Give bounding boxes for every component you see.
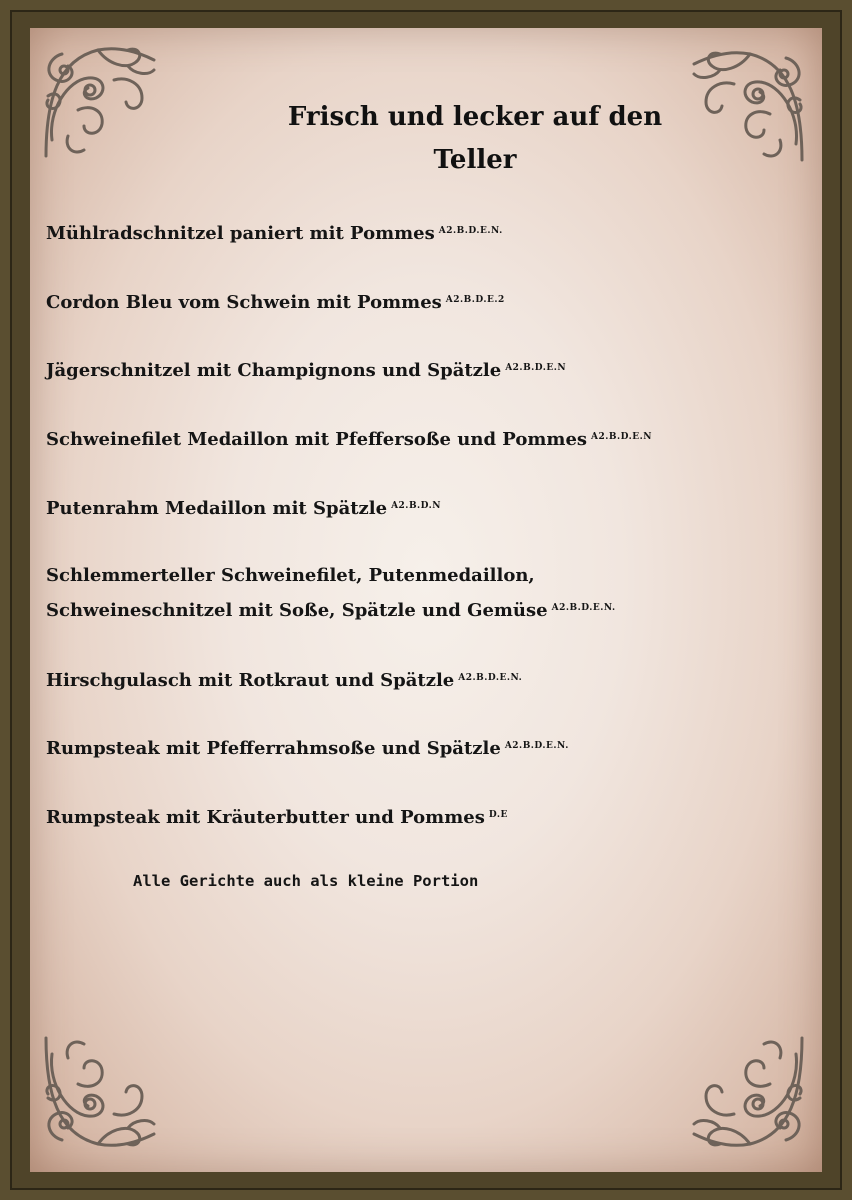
- menu-item-name: Schlemmerteller Schweinefilet, Putenmedaillon,: [46, 565, 535, 586]
- corner-ornament-icon: [38, 1030, 162, 1154]
- allergen-codes: A2.B.D.E.2: [445, 295, 505, 305]
- menu-item: [46, 663, 766, 696]
- menu-item-name: Hirschgulasch mit Rotkraut und Spätzle: [46, 670, 455, 691]
- menu-item-name: Cordon Bleu vom Schwein mit Pommes: [46, 292, 442, 313]
- corner-ornament-icon: [686, 1030, 810, 1154]
- portion-note: Alle Gerichte auch als kleine Portion: [133, 872, 479, 890]
- menu-item-name: Schweineschnitzel mit Soße, Spätzle und Gemüse: [46, 600, 548, 621]
- menu-item: [46, 491, 766, 524]
- menu-item: [46, 800, 766, 833]
- menu-item-name: Schweinefilet Medaillon mit Pfeffersoße und Pommes: [46, 429, 588, 450]
- menu-item-name: Rumpsteak mit Kräuterbutter und Pommes: [46, 807, 485, 828]
- menu-item: [46, 216, 766, 249]
- allergen-codes: A2.B.D.E.N.: [438, 226, 503, 236]
- allergen-codes: A2.B.D.E.N.: [504, 741, 569, 751]
- allergen-codes: A2.B.D.E.N: [505, 363, 567, 373]
- menu-item: [46, 353, 766, 386]
- menu-item: [46, 731, 766, 764]
- menu-item-continued: [46, 593, 766, 626]
- allergen-codes: D.E: [488, 810, 508, 820]
- title-line-1: Frisch und lecker auf den: [287, 102, 663, 132]
- menu-item: [46, 422, 766, 455]
- page-title: [200, 96, 750, 182]
- menu-item-name: Rumpsteak mit Pfefferrahmsoße und Spätzle: [46, 738, 501, 759]
- menu-item-name: Putenrahm Medaillon mit Spätzle: [46, 498, 388, 519]
- menu-item: [46, 561, 766, 591]
- menu-item: [46, 285, 766, 318]
- corner-ornament-icon: [38, 40, 162, 164]
- allergen-codes: A2.B.D.E.N: [591, 432, 652, 442]
- menu-item-name: Jägerschnitzel mit Champignons und Spätzle: [46, 360, 502, 381]
- title-line-2: Teller: [433, 145, 517, 175]
- allergen-codes: A2.B.D.E.N.: [458, 673, 523, 683]
- allergen-codes: A2.B.D.N: [391, 501, 442, 511]
- allergen-codes: A2.B.D.E.N.: [551, 603, 616, 613]
- menu-item-name: Mühlradschnitzel paniert mit Pommes: [46, 223, 435, 244]
